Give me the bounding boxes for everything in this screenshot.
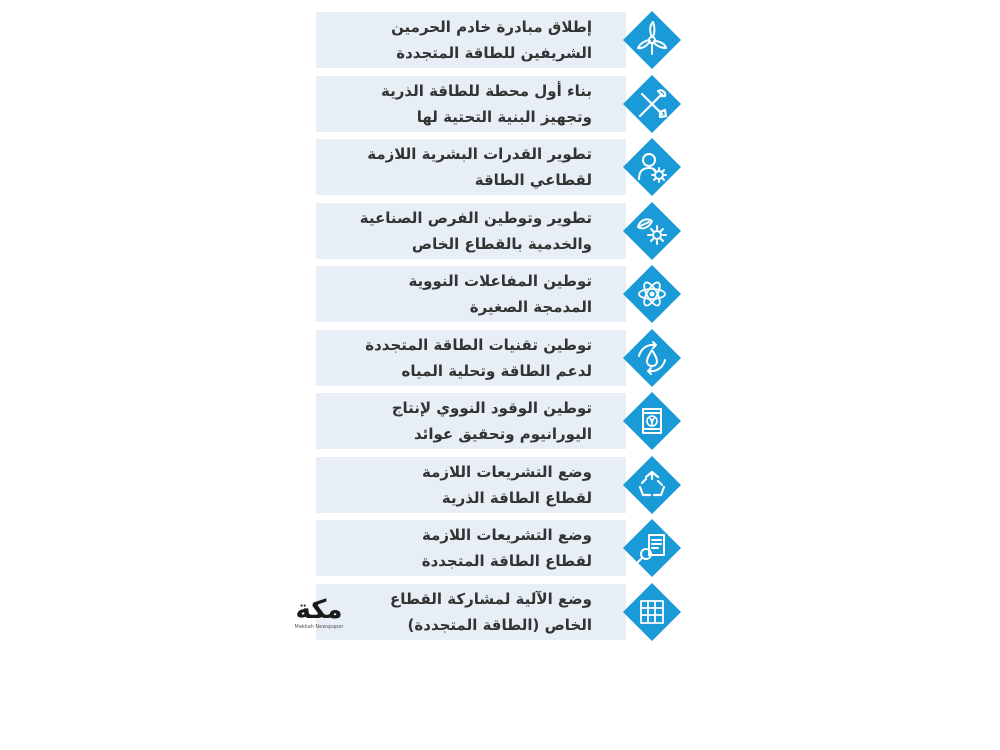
list-item [316,330,682,386]
item-text [322,203,592,259]
item-line-2: الشريفين للطاقة المتجددة [396,44,592,62]
item-line-1: توطين الوقود النووي لإنتاج [391,399,592,417]
list-item [316,584,682,640]
item-text [322,12,592,68]
list-item [316,457,682,513]
list-item [316,520,682,576]
item-line-2: لقطاع الطاقة الذرية [441,488,592,507]
item-line-1: تطوير وتوطين الفرص الصناعية [359,208,592,227]
item-line-1: بناء أول محطة للطاقة الذرية [381,81,592,100]
item-text [322,393,592,449]
list-item [316,393,682,449]
list-item [316,12,682,68]
list-item [316,266,682,322]
item-line-1: وضع الآلية لمشاركة القطاع [390,589,592,608]
atom-icon [622,264,682,324]
item-line-2: الخاص (الطاقة المتجددة) [407,615,592,634]
logo-mark: مكة [295,595,343,625]
document-search-icon [622,518,682,578]
item-line-2: اليورانيوم وتحقيق عوائد [414,425,592,443]
initiatives-list [316,12,682,647]
list-item [316,76,682,132]
item-line-2: لدعم الطاقة وتحلية المياه [401,361,592,380]
item-line-2: والخدمية بالقطاع الخاص [411,234,592,253]
wind-turbine-icon [622,10,682,70]
item-text [322,139,592,195]
item-line-1: تطوير القدرات البشرية اللازمة [367,145,592,163]
item-line-2: لقطاع الطاقة المتجددة [421,552,592,570]
item-line-1: إطلاق مبادرة خادم الحرمين [391,18,592,36]
tools-icon [622,74,682,134]
newspaper-logo [284,596,354,636]
item-line-1: وضع التشريعات اللازمة [422,462,592,481]
nuclear-barrel-icon [622,391,682,451]
list-item [316,203,682,259]
item-text [322,330,592,386]
item-text [322,266,592,322]
item-line-2: لقطاعي الطاقة [474,171,592,189]
person-gear-icon [622,137,682,197]
item-line-1: توطين تقنيات الطاقة المتجددة [365,335,592,354]
item-line-1: توطين المفاعلات النووية [408,272,592,290]
water-drop-cycle-icon [622,328,682,388]
leaf-gear-icon [622,201,682,261]
item-text [322,76,592,132]
item-text [322,520,592,576]
item-text [322,457,592,513]
list-item [316,139,682,195]
item-line-2: وتجهيز البنية التحتية لها [416,107,592,126]
item-text [322,584,592,640]
solar-panel-icon [622,582,682,642]
recycle-icon [622,455,682,515]
logo-subtitle: Makkah Newspaper [294,624,344,630]
item-line-1: وضع التشريعات اللازمة [422,526,592,544]
item-line-2: المدمجة الصغيرة [469,298,592,316]
